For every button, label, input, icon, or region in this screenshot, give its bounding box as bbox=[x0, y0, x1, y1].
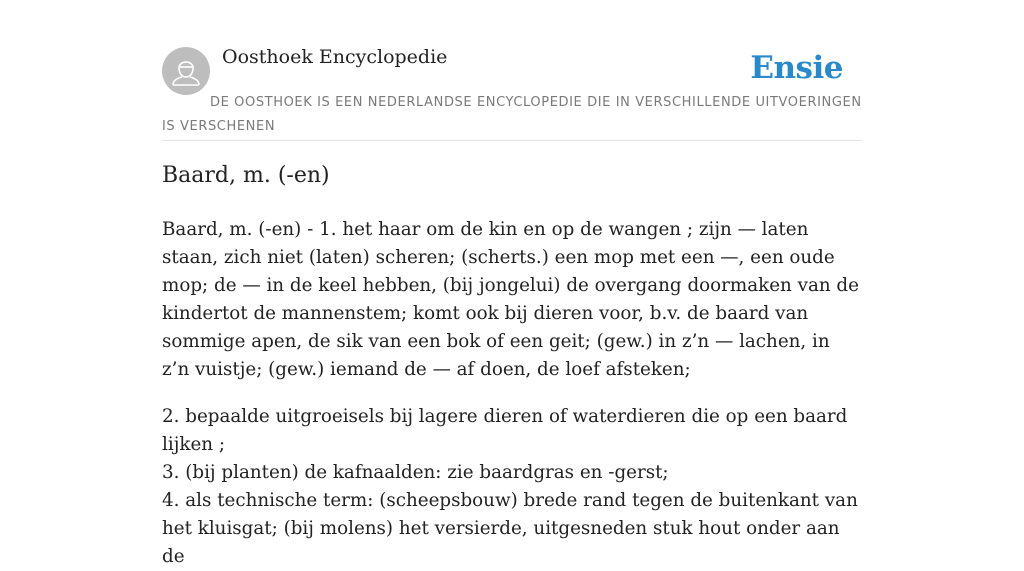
user-icon[interactable] bbox=[162, 47, 210, 95]
entry-line-2: 2. bepaalde uitgroeisels bij lagere dieren of waterdieren die op een baard lijken ; bbox=[162, 406, 848, 455]
entry-body bbox=[162, 216, 862, 571]
entry-line-4: 4. als technische term: (scheepsbouw) brede rand tegen de buitenkant van het kluisgat; (bij molens) het versierde, uitgesneden stuk hout onder aan de bbox=[162, 490, 858, 567]
site-tagline: DE OOSTHOEK IS EEN NEDERLANDSE ENCYCLOPEDIE DIE IN VERSCHILLENDE UITVOERINGEN IS VERSCHENEN bbox=[162, 95, 862, 134]
entry-line-3: 3. (bij planten) de kafnaalden: zie baardgras en -gerst; bbox=[162, 462, 669, 483]
brand-logo[interactable]: Ensie bbox=[750, 50, 843, 86]
site-name[interactable]: Oosthoek Encyclopedie bbox=[222, 46, 448, 68]
entry-paragraph-1: Baard, m. (-en) - 1. het haar om de kin en op de wangen ; zijn — laten staan, zich niet (laten) scheren; (scherts.) een mop met een —, een oude mop; de — in de keel hebben, (bij jongelui) de overgang doormaken van de kindertot de mannenstem; komt ook bij dieren voor, b.v. de baard van sommige apen, de sik van een bok of een geit; (gew.) in z’n — lachen, in z’n vuistje; (gew.) iemand de — af doen, de loef afsteken; bbox=[162, 219, 859, 380]
site-header bbox=[162, 46, 862, 141]
entry-title: Baard, m. (-en) bbox=[162, 163, 330, 188]
